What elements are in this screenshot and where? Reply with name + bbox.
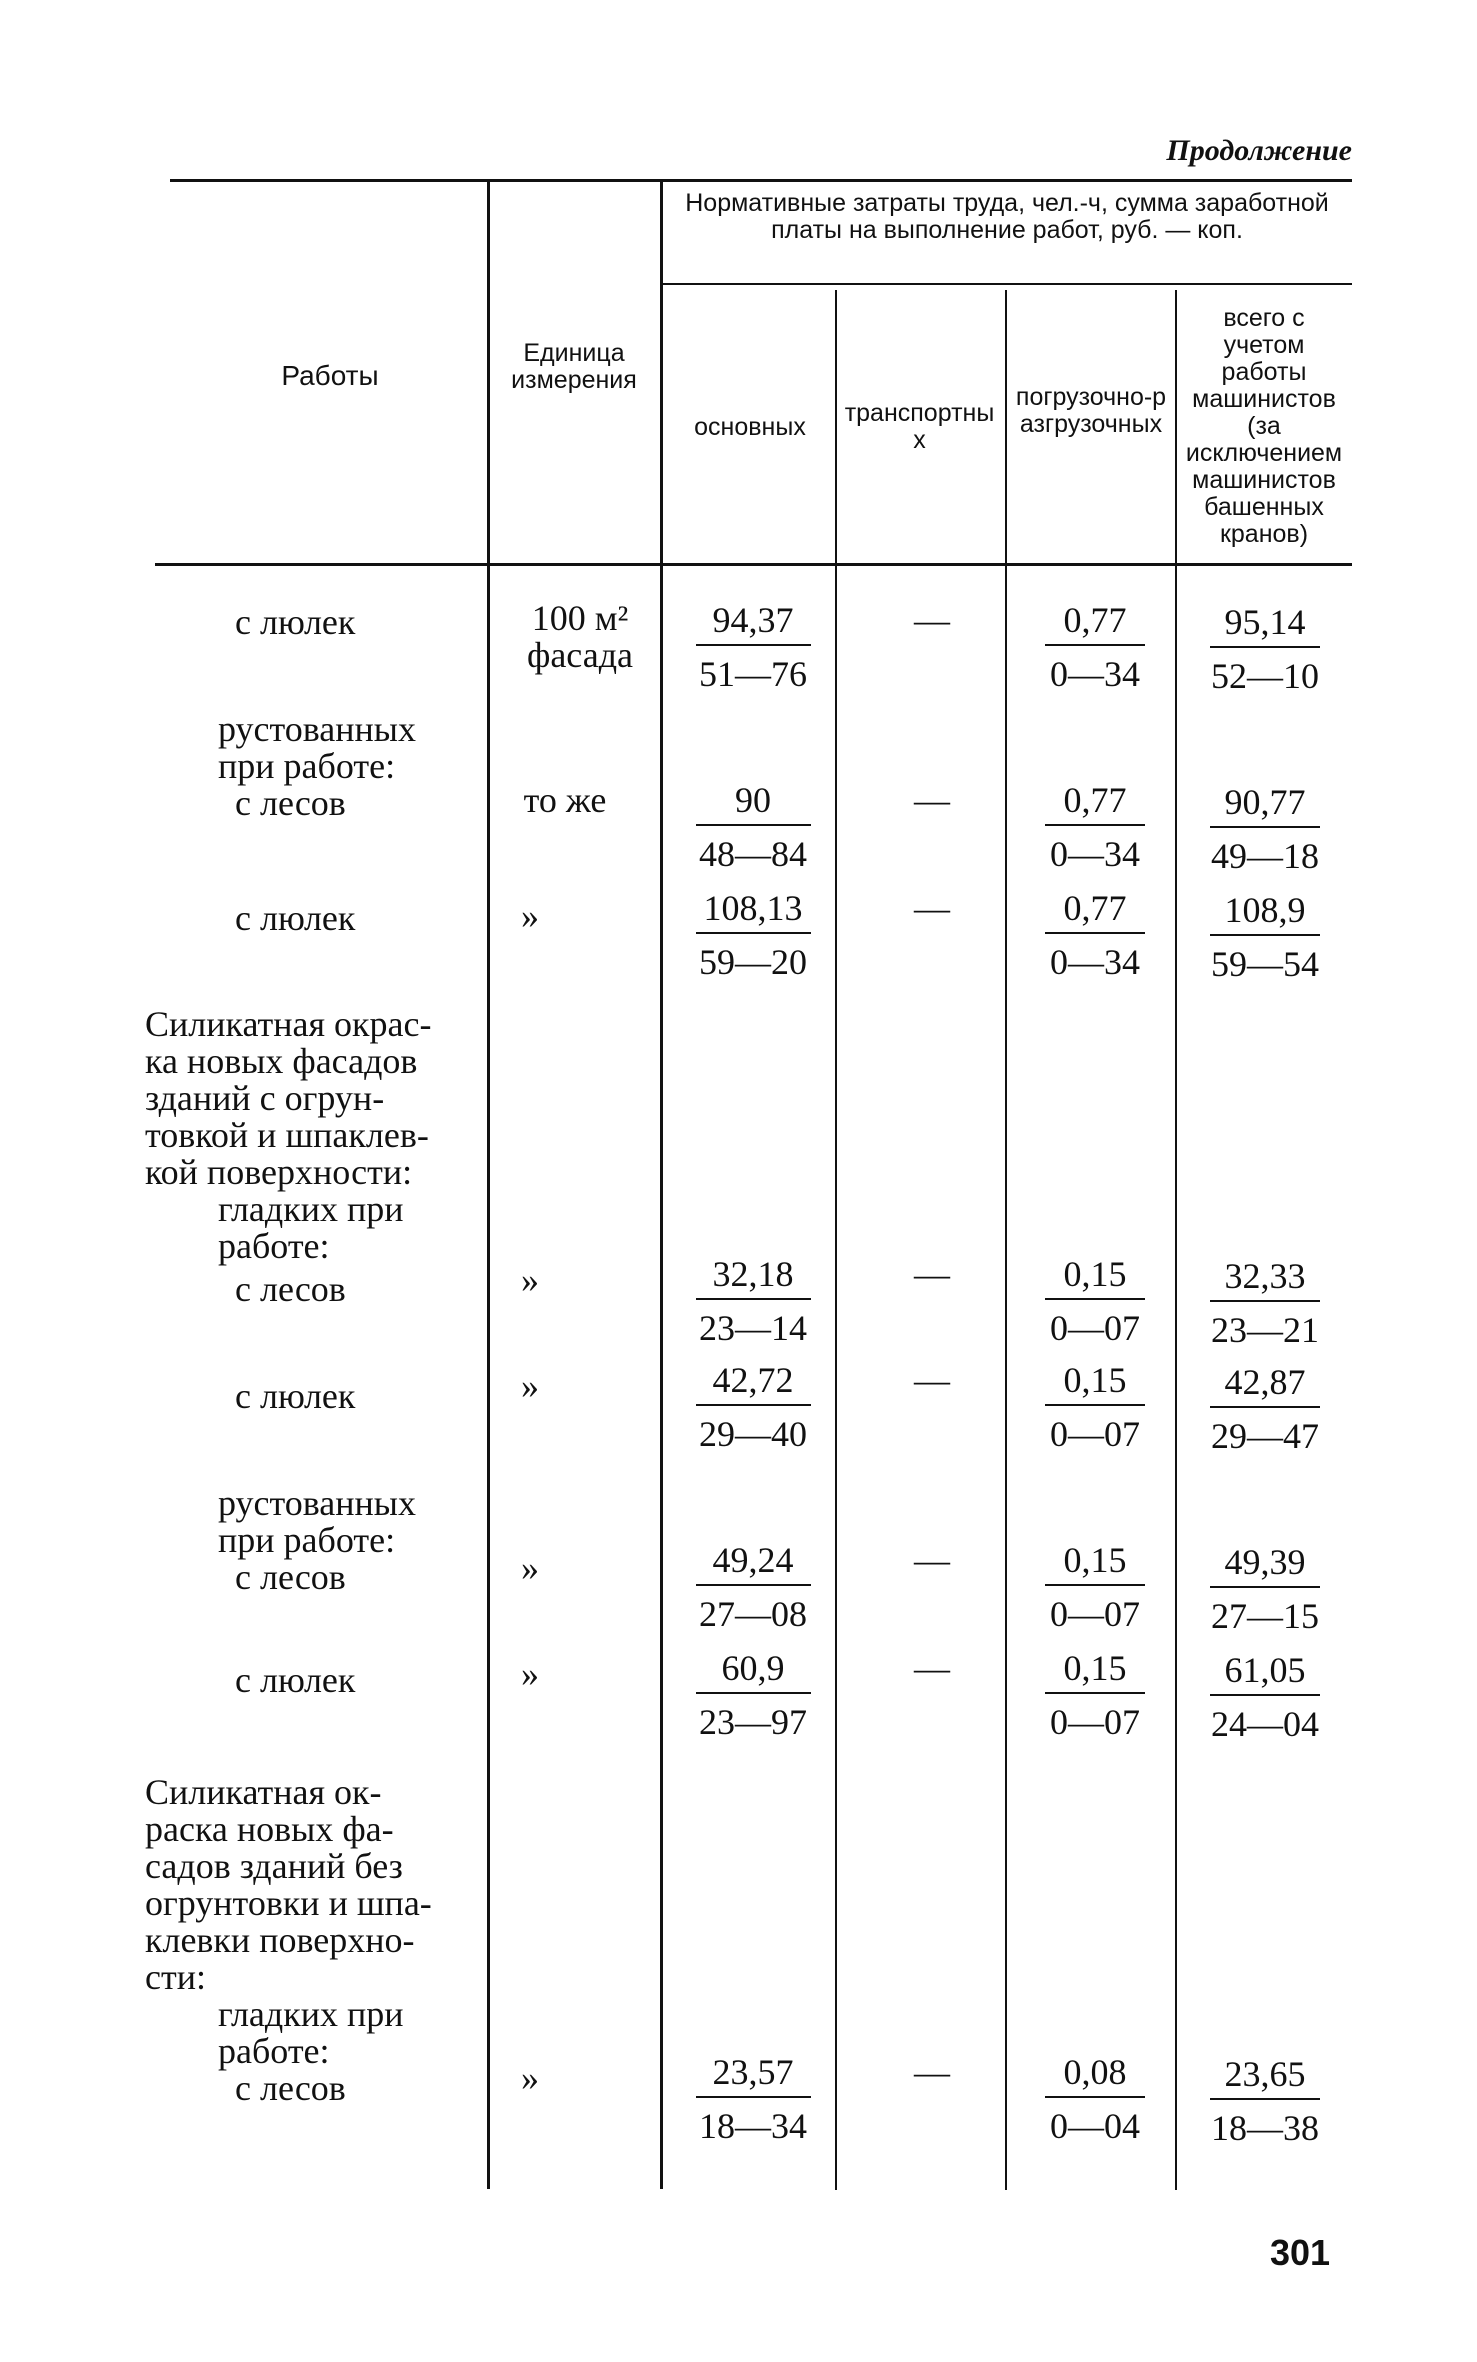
- row-2-work: с люлек: [235, 898, 356, 938]
- header-bottom-rule: [155, 563, 1352, 566]
- row-5-transport: —: [914, 1360, 950, 1400]
- row-6-main: 49,24 27—08: [688, 1542, 818, 1632]
- row-2-total: 108,9 59—54: [1211, 890, 1319, 984]
- row-2-unit: »: [521, 896, 539, 936]
- col-rule-total: [1175, 290, 1177, 2190]
- row-8-work: Силикатная ок- раска новых фа- садов зданий без огрунтовки и шпа- клевки поверхно- сти: гладких при работе: с лесов: [145, 1772, 432, 2108]
- header-loading: погрузочно-разгрузочных: [1015, 383, 1167, 438]
- row-1-loading: 0,77 0—34: [1040, 782, 1150, 872]
- row-1-main: 90 48—84: [688, 782, 818, 872]
- row-5-work: с люлек: [235, 1376, 356, 1416]
- header-main: основных: [694, 413, 806, 441]
- row-1-unit: то же: [523, 780, 607, 820]
- row-4-main: 32,18 23—14: [688, 1256, 818, 1346]
- running-header: Продолжение: [1166, 134, 1352, 167]
- row-8-total: 23,65 18—38: [1211, 2054, 1319, 2148]
- row-7-work: с люлек: [235, 1660, 356, 1700]
- row-6-loading: 0,15 0—07: [1040, 1542, 1150, 1632]
- page-number: 301: [1270, 2232, 1331, 2273]
- row-7-transport: —: [914, 1648, 950, 1688]
- row-4-unit: »: [521, 1260, 539, 1300]
- row-8-transport: —: [914, 2052, 950, 2092]
- table-top-rule: [170, 179, 1352, 182]
- row-1-work: рустованных при работе: с лесов: [218, 709, 416, 823]
- row-0-transport: —: [914, 600, 950, 640]
- row-8-main: 23,57 18—34: [688, 2054, 818, 2144]
- row-0-loading: 0,77 0—34: [1040, 602, 1150, 692]
- col-rule-loading: [1005, 290, 1007, 2190]
- header-norm-group: Нормативные затраты труда, чел.-ч, сумма заработной платы на выполнение работ, руб. — коп.: [685, 189, 1329, 244]
- row-8-unit: »: [521, 2058, 539, 2098]
- row-1-total: 90,77 49—18: [1211, 782, 1319, 876]
- row-6-work: рустованных при работе: с лесов: [218, 1483, 416, 1597]
- row-6-unit: »: [521, 1548, 539, 1588]
- group-header-rule: [662, 283, 1352, 285]
- col-rule-transport: [835, 290, 837, 2190]
- row-4-work: с лесов: [235, 1269, 346, 1309]
- header-total: всего с учетом работы машинистов (за исключением машинистов башенных кранов): [1185, 304, 1343, 548]
- header-unit: Единица измерения: [511, 339, 637, 394]
- row-7-unit: »: [521, 1654, 539, 1694]
- row-7-total: 61,05 24—04: [1211, 1650, 1319, 1744]
- row-4-total: 32,33 23—21: [1211, 1256, 1319, 1350]
- row-0-main: 94,37 51—76: [688, 602, 818, 692]
- row-0-unit: 100 м² фасада: [527, 598, 633, 675]
- header-transport: транспортных: [844, 399, 995, 454]
- row-7-main: 60,9 23—97: [688, 1650, 818, 1740]
- row-0-work: с люлек: [235, 602, 356, 642]
- row-2-transport: —: [914, 888, 950, 928]
- row-5-loading: 0,15 0—07: [1040, 1362, 1150, 1452]
- col-rule-main: [660, 179, 663, 2189]
- row-5-total: 42,87 29—47: [1211, 1362, 1319, 1456]
- row-1-transport: —: [914, 780, 950, 820]
- row-0-total: 95,14 52—10: [1211, 602, 1319, 696]
- row-2-loading: 0,77 0—34: [1040, 890, 1150, 980]
- row-5-unit: »: [521, 1366, 539, 1406]
- row-3-work: Силикатная окрас- ка новых фасадов зданий с огрун- товкой и шпаклев- кой поверхности: гладких при работе:: [145, 1004, 432, 1266]
- col-rule-unit: [487, 179, 490, 2189]
- header-work: Работы: [281, 360, 379, 391]
- row-7-loading: 0,15 0—07: [1040, 1650, 1150, 1740]
- row-5-main: 42,72 29—40: [688, 1362, 818, 1452]
- row-4-transport: —: [914, 1254, 950, 1294]
- row-8-loading: 0,08 0—04: [1040, 2054, 1150, 2144]
- row-6-total: 49,39 27—15: [1211, 1542, 1319, 1636]
- row-6-transport: —: [914, 1540, 950, 1580]
- row-2-main: 108,13 59—20: [688, 890, 818, 980]
- row-4-loading: 0,15 0—07: [1040, 1256, 1150, 1346]
